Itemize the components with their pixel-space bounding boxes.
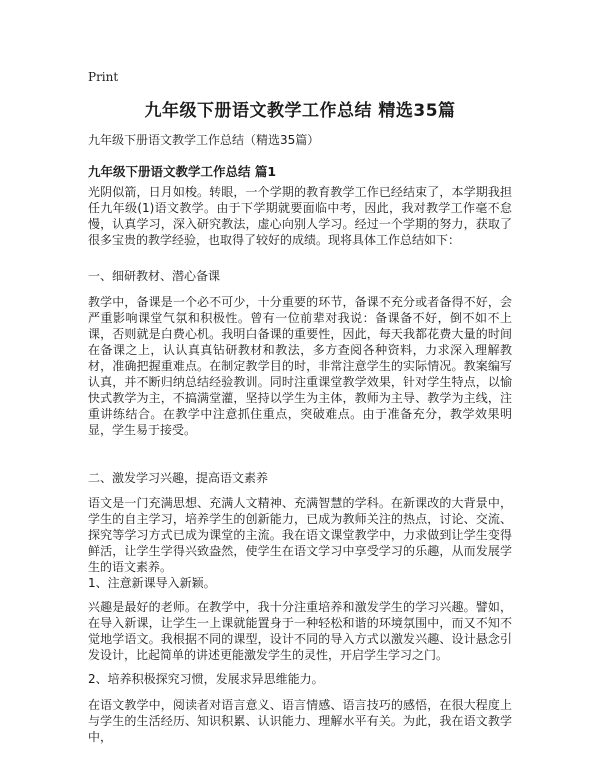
intro-paragraph: 光阴似箭，日月如梭。转眼，一个学期的教育教学工作已经结束了，本学期我担任九年级(1)语文教学。由于下学期就要面临中考，因此，我对教学工作毫不怠慢，认真学习，深入研究教法，虚心向别人学习。经过一个学期的努力，获取了很多宝贵的教学经验，也取得了较好的成绩。现将具体工作总结如下： (88, 185, 512, 247)
heading-4: 2、培养积极探究习惯，发展求异思维能力。 (88, 672, 324, 686)
heading-1: 一、细研教材、潜心备课 (88, 269, 221, 283)
paragraph-2: 语文是一门充满思想、充满人文精神、充满智慧的学科。在新课改的大背景中，学生的自主学习，培养学生的创新能力，已成为教师关注的热点，讨论、交流、探究等学习方式已成为课堂的主流。我在语文课堂教学中，力求做到让学生变得鲜活，让学生学得兴致盎然，使学生在语文学习中享受学习的乐趣，从而发展学生的语文素养。 (88, 496, 512, 574)
heading-3: 1、注意新课导入新颖。 (88, 576, 216, 590)
paragraph-4: 在语文教学中，阅读者对语言意义、语言情感、语言技巧的感悟，在很大程度上与学生的生活经历、知识积累、认识能力、理解水平有关。为此，我在语文教学中， (88, 698, 512, 744)
document-subtitle: 九年级下册语文教学工作总结（精选35篇） (88, 133, 320, 147)
heading-2: 二、激发学习兴趣，提高语文素养 (88, 471, 269, 485)
document-title: 九年级下册语文教学工作总结 精选35篇 (144, 101, 456, 121)
print-link[interactable]: Print (88, 70, 119, 84)
section-title: 九年级下册语文教学工作总结 篇1 (88, 164, 277, 179)
paragraph-3: 兴趣是最好的老师。在教学中，我十分注重培养和激发学生的学习兴趣。譬如，在导入新课，让学生一上课就能置身于一种轻松和谐的环境氛围中，而又不知不觉地学语文。我根据不同的课型，设计不同的导入方式以激发兴趣、设计悬念引发设计，比起简单的讲述更能激发学生的灵性，开启学生学习之门。 (88, 600, 512, 662)
paragraph-1: 教学中，备课是一个必不可少，十分重要的环节，备课不充分或者备得不好，会严重影响课堂气氛和积极性。曾有一位前辈对我说：备课备不好，倒不如不上课，否则就是白费心机。我明白备课的重要性，因此，每天我都花费大量的时间在备课之上，认认真真钻研教材和教法，多方查阅各种资料，力求深入理解教材，准确把握重难点。在制定教学目的时，非常注意学生的实际情况。教案编写认真，并不断归纳总结经验教训。同时注重课堂教学效果，针对学生特点，以愉快式教学为主，不搞满堂灌，坚持以学生为主体，教师为主导、教学为主线，注重讲练结合。在教学中注意抓住重点，突破难点。由于准备充分，教学效果明显，学生易于接受。 (88, 295, 512, 437)
